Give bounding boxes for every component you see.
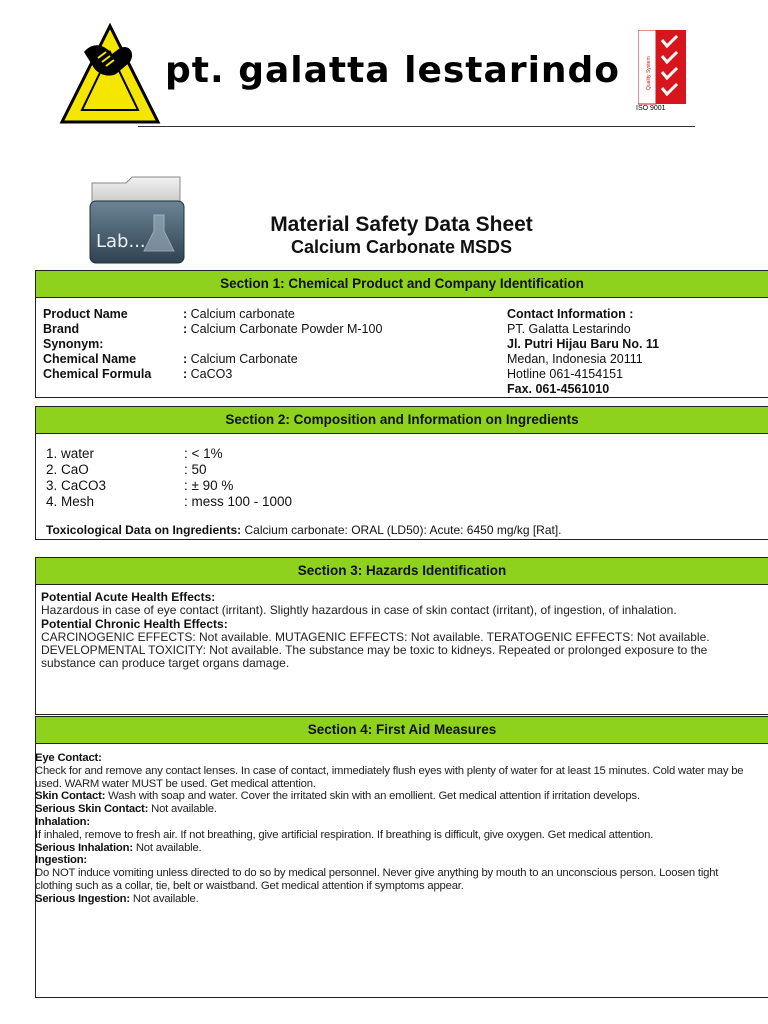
field-label: Synonym:	[43, 337, 104, 351]
product-name-row	[43, 307, 295, 322]
serious-skin-contact: Serious Skin Contact: Not available.	[35, 803, 217, 816]
section-1-heading: Section 1: Chemical Product and Company Identification	[36, 271, 768, 298]
section-4-first-aid	[35, 716, 768, 998]
field-sep: :	[183, 322, 188, 336]
section-2-composition	[35, 406, 768, 540]
ingredient-label: 3. CaCO3	[46, 478, 107, 493]
field-value: CaCO3	[190, 367, 233, 381]
field-label: Brand	[43, 322, 80, 336]
eye-contact-label: Eye Contact:	[35, 752, 102, 764]
field-value: Calcium Carbonate Powder M-100	[190, 322, 383, 336]
brand-row	[43, 322, 382, 337]
company-logo-icon	[58, 22, 162, 126]
section-1-identification	[35, 270, 768, 398]
iso-label: ISO 9001	[636, 105, 666, 112]
field-label: Product Name	[43, 307, 128, 321]
ingredient-value: : ± 90 %	[184, 478, 234, 493]
synonym-row	[43, 337, 183, 352]
contact-city: Medan, Indonesia 20111	[507, 352, 643, 366]
contact-fax: Fax. 061-4561010	[507, 382, 610, 396]
ingredient-value: : 50	[184, 462, 207, 477]
acute-effects-text: Hazardous in case of eye contact (irritant). Slightly hazardous in case of skin contact (irritant), of ingestion, of inhalation.	[41, 603, 677, 618]
field-label: Chemical Formula	[43, 367, 152, 381]
document-subtitle: Calcium Carbonate MSDS	[290, 237, 513, 257]
ingestion-label: Ingestion:	[35, 854, 87, 867]
lab-icon-label: Lab...	[96, 231, 146, 252]
ingestion-text: Do NOT induce vomiting unless directed to do so by medical personnel. Never give anything by mouth to an unconscious person. Loosen tight clothing such as a collar, tie, belt or waistband. Get medical attention if symptoms appear.	[35, 867, 719, 892]
ingredient-value: : < 1%	[184, 446, 223, 461]
field-value: Calcium Carbonate	[190, 352, 298, 366]
ingredient-value: : mess 100 - 1000	[184, 494, 293, 509]
ingredient-row	[46, 478, 233, 493]
section-2-heading: Section 2: Composition and Information on Ingredients	[36, 407, 768, 434]
section-3-body	[36, 585, 768, 671]
acute-effects-label: Potential Acute Health Effects:	[41, 590, 216, 604]
inhalation-label: Inhalation:	[35, 815, 90, 828]
contact-hotline: Hotline 061-4154151	[507, 367, 624, 381]
developmental-toxicity-text: DEVELOPMENTAL TOXICITY: Not available. The substance may be toxic to kidneys. Repeated or prolonged exposure to the substance can produce target organs damage.	[41, 643, 708, 671]
ingredient-row	[46, 494, 292, 509]
eye-contact-text: Check for and remove any contact lenses. In case of contact, immediately flush eyes with plenty of water for at least 15 minutes. Cold water may be used. WARM water MUST be used. Get medical attention.	[35, 764, 744, 790]
chemical-name-row	[43, 352, 298, 367]
tox-text: Calcium carbonate: ORAL (LD50): Acute: 6450 mg/kg [Rat].	[241, 523, 562, 537]
field-value: Calcium carbonate	[190, 307, 295, 321]
section-4-heading: Section 4: First Aid Measures	[36, 717, 768, 744]
document-title: Material Safety Data Sheet	[270, 213, 533, 236]
chronic-effects-label: Potential Chronic Health Effects:	[41, 616, 228, 631]
company-name: pt. galatta lestarindo	[165, 50, 621, 91]
field-sep: :	[183, 367, 188, 381]
tox-label: Toxicological Data on Ingredients:	[46, 523, 242, 537]
field-sep: :	[183, 352, 188, 366]
toxicological-data	[46, 523, 562, 538]
ingredient-row	[46, 462, 207, 477]
header-divider	[138, 126, 695, 127]
serious-ingestion: Serious Ingestion: Not available.	[35, 892, 199, 905]
section-3-hazards	[35, 557, 768, 715]
iso-quality-label: Quality System	[646, 56, 652, 90]
contact-company: PT. Galatta Lestarindo	[507, 322, 631, 336]
field-label: Chemical Name	[43, 352, 137, 366]
inhalation-text: If inhaled, remove to fresh air. If not breathing, give artificial respiration. If breathing is difficult, give oxygen. Get medical attention.	[35, 828, 654, 841]
contact-heading: Contact Information :	[507, 307, 634, 321]
section-3-heading: Section 3: Hazards Identification	[36, 558, 768, 585]
field-sep: :	[183, 307, 188, 321]
ingredient-label: 2. CaO	[46, 462, 89, 477]
ingredient-row	[46, 446, 223, 461]
section-4-body	[35, 744, 768, 906]
ingredient-label: 4. Mesh	[46, 494, 95, 509]
iso-quality-badge-icon	[638, 30, 686, 110]
ingredient-label: 1. water	[46, 446, 95, 461]
chronic-effects-text: CARCINOGENIC EFFECTS: Not available. MUTAGENIC EFFECTS: Not available. TERATOGENIC EFFECTS: Not available.	[41, 629, 710, 644]
serious-inhalation: Serious Inhalation: Not available.	[35, 841, 202, 854]
chemical-formula-row	[43, 367, 232, 382]
contact-address: Jl. Putri Hijau Baru No. 11	[507, 337, 660, 351]
skin-contact: Skin Contact: Wash with soap and water. Cover the irritated skin with an emollient. Get medical attention if irritation develops.	[35, 790, 640, 803]
